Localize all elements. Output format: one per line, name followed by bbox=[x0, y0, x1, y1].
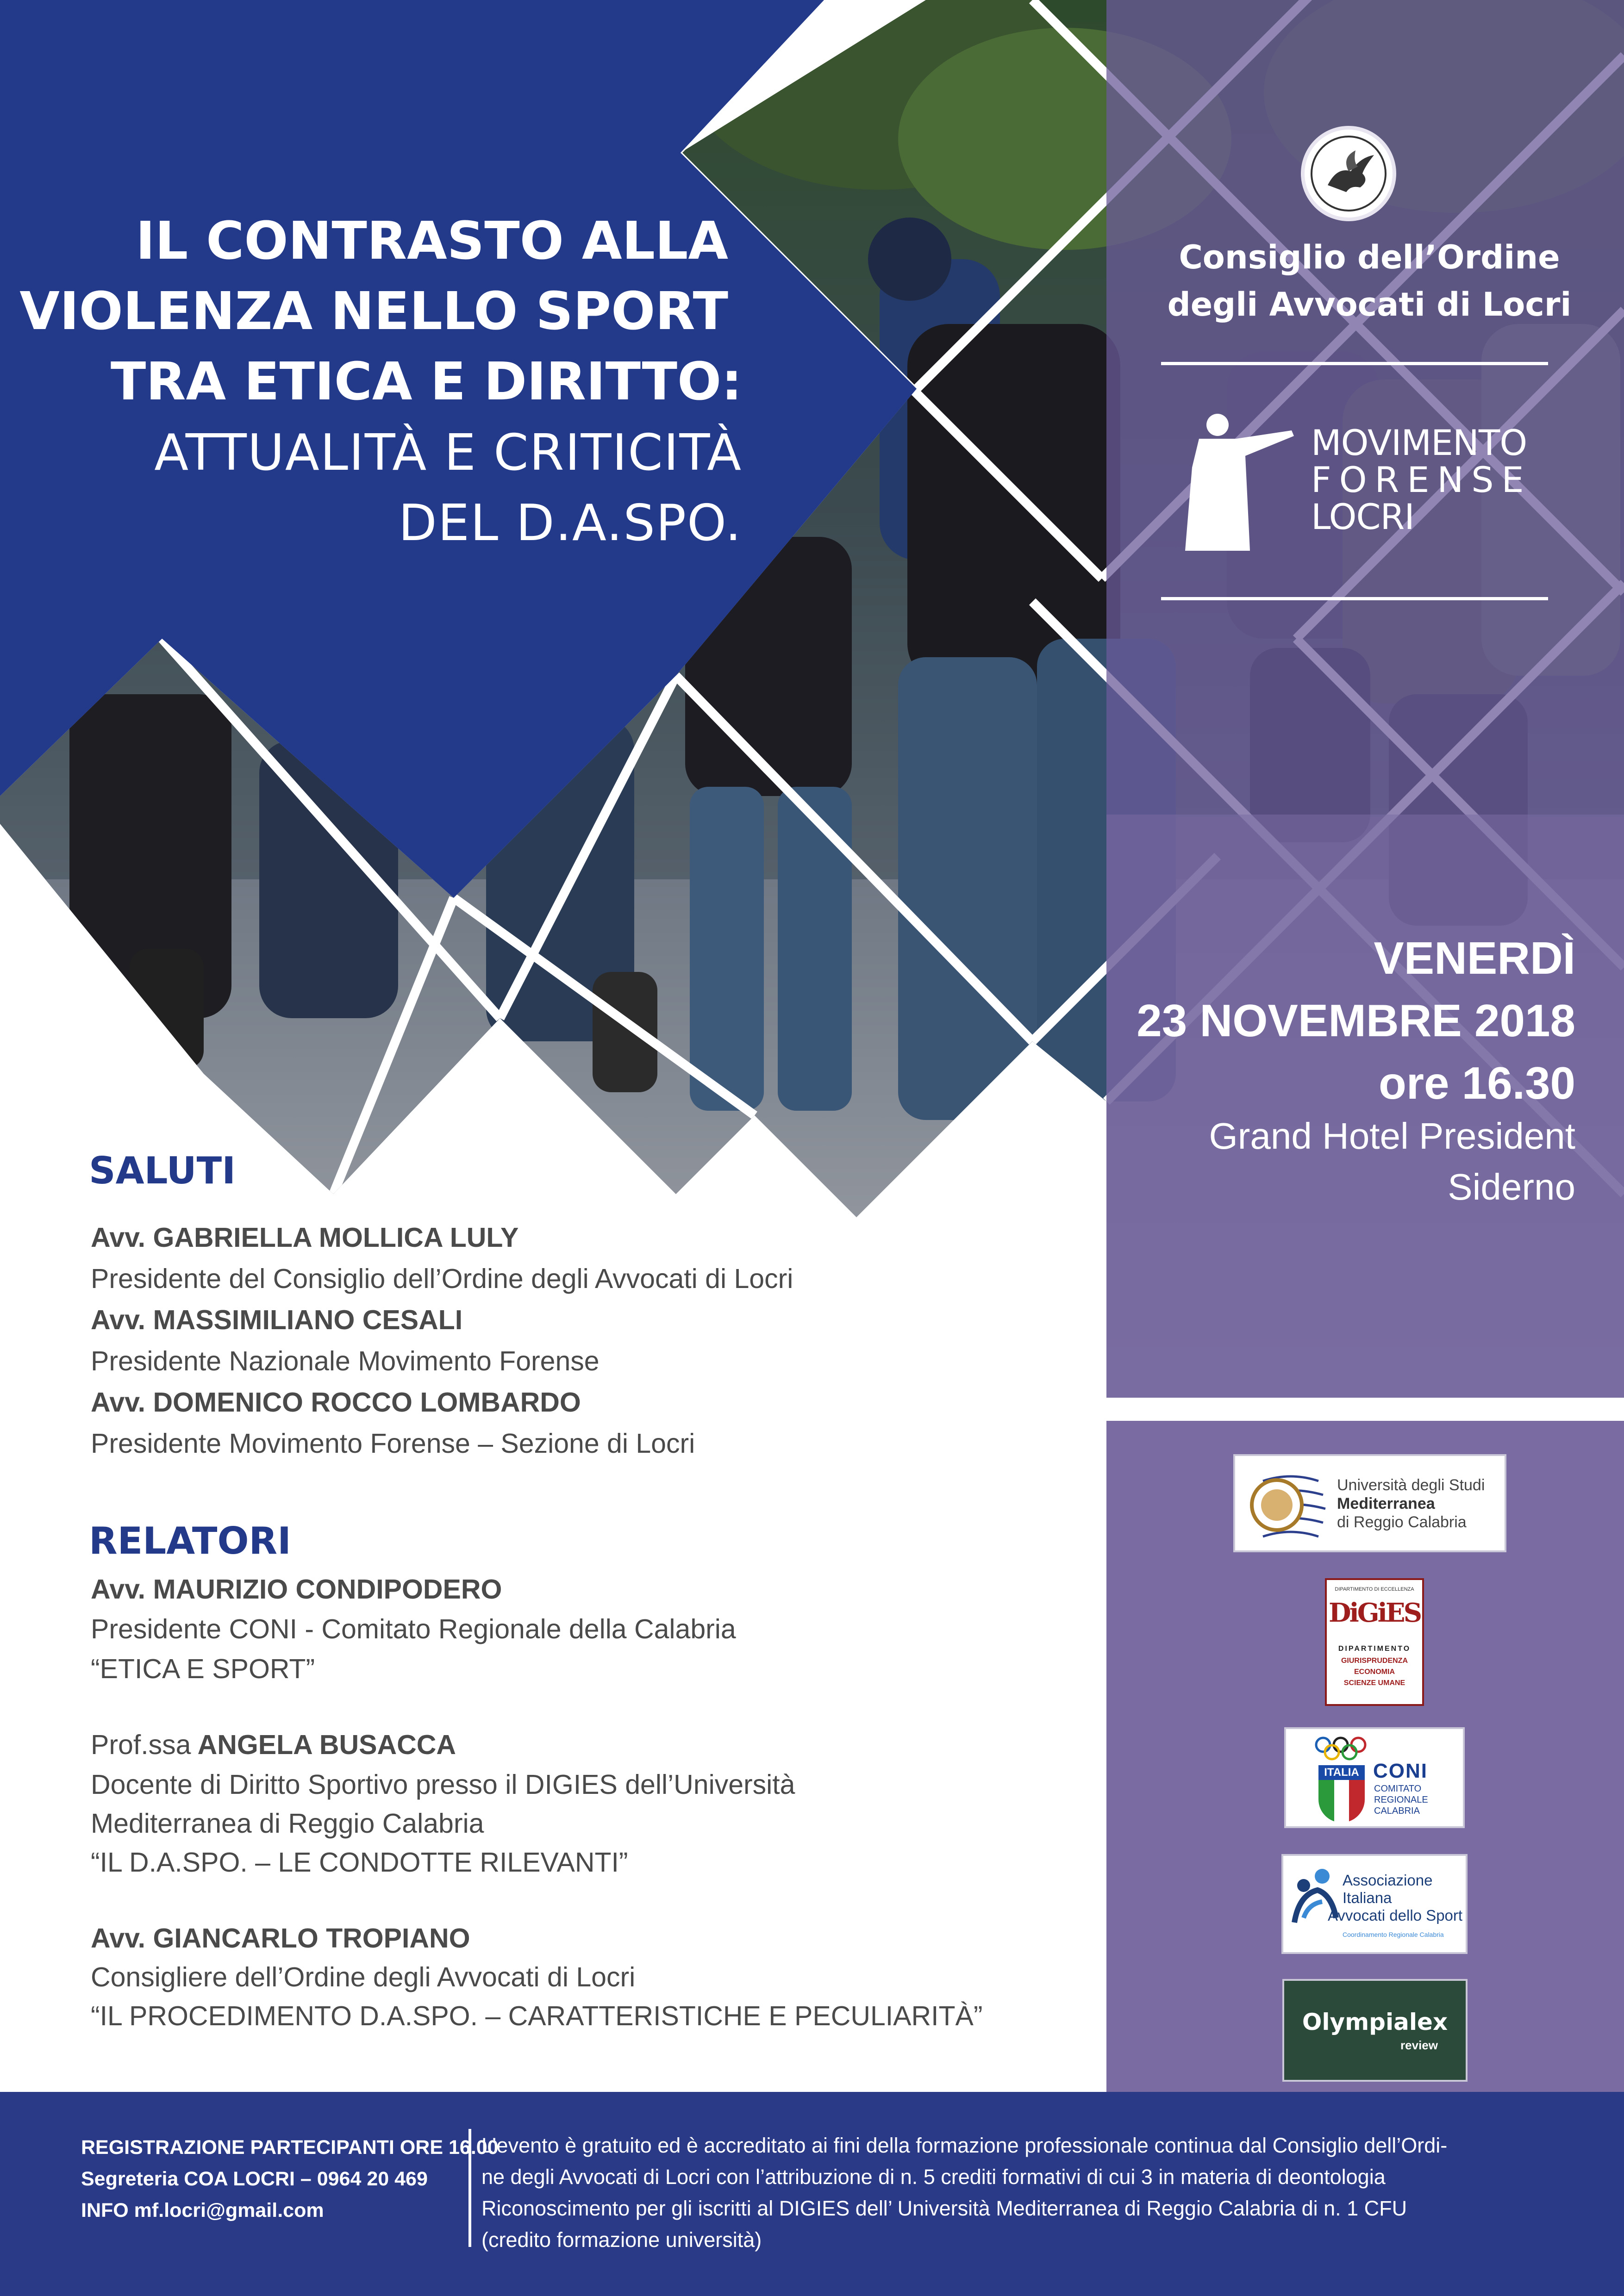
aias-line-1: Associazione bbox=[1343, 1872, 1433, 1889]
saluti-role-3: Presidente Movimento Forense – Sezione di Locri bbox=[91, 1428, 695, 1459]
aias-line-3: Avvocati dello Sport bbox=[1328, 1907, 1463, 1924]
coni-flag-label: ITALIA bbox=[1318, 1765, 1365, 1780]
logo-coni bbox=[1284, 1727, 1465, 1828]
relatore-name-2 bbox=[91, 1725, 456, 1764]
relatore-surname-2: ANGELA BUSACCA bbox=[197, 1730, 456, 1760]
unirc-line-1: Università degli Studi bbox=[1337, 1476, 1485, 1494]
saluti-name-2: Avv. MASSIMILIANO CESALI bbox=[91, 1305, 463, 1335]
organizer-rule-top bbox=[1161, 362, 1548, 365]
relatore-talk-1: “ETICA E SPORT” bbox=[91, 1654, 315, 1684]
coni-line-2: REGIONALE bbox=[1374, 1795, 1428, 1805]
footer-note-2: ne degli Avvocati di Locri con l’attribuzione di n. 5 crediti formativi di cui 3 in materia di deontologia bbox=[481, 2165, 1386, 2189]
pegasus-seal-icon bbox=[1301, 126, 1396, 221]
coni-line-3: CALABRIA bbox=[1374, 1806, 1420, 1816]
event-date: 23 NOVEMBRE 2018 bbox=[1137, 995, 1575, 1046]
logo-aias bbox=[1281, 1854, 1468, 1954]
title-line-1: IL CONTRASTO ALLA bbox=[136, 211, 728, 271]
footer-secretariat: Segreteria COA LOCRI – 0964 20 469 bbox=[81, 2168, 428, 2190]
movement-word-2: FORENSE bbox=[1311, 459, 1532, 500]
relatori-heading: RELATORI bbox=[89, 1519, 291, 1562]
footer-registration: REGISTRAZIONE PARTECIPANTI ORE 16.00 bbox=[81, 2136, 499, 2159]
footer-note-4: (credito formazione università) bbox=[481, 2228, 762, 2252]
title-line-2: VIOLENZA NELLO SPORT bbox=[19, 281, 728, 342]
digies-line-2: GIURISPRUDENZA bbox=[1341, 1657, 1408, 1665]
relatore-role-2b: Mediterranea di Reggio Calabria bbox=[91, 1808, 484, 1839]
relatore-role-2a: Docente di Diritto Sportivo presso il DIGIES dell’Università bbox=[91, 1769, 795, 1800]
saluti-role-1: Presidente del Consiglio dell’Ordine degli Avvocati di Locri bbox=[91, 1263, 793, 1294]
italia-shield-icon bbox=[1318, 1765, 1365, 1823]
title-line-4: ATTUALITÀ E CRITICITÀ bbox=[154, 424, 742, 482]
event-city: Siderno bbox=[1448, 1166, 1575, 1207]
coni-name: CONI bbox=[1373, 1760, 1428, 1782]
relatore-name-3: Avv. GIANCARLO TROPIANO bbox=[91, 1923, 470, 1954]
olympic-rings-icon bbox=[1314, 1735, 1369, 1762]
digies-line-4: SCIENZE UMANE bbox=[1343, 1679, 1405, 1687]
aias-line-4: Coordinamento Regionale Calabria bbox=[1343, 1931, 1444, 1938]
saluti-heading: SALUTI bbox=[89, 1149, 236, 1192]
organizer-line-1: Consiglio dell’Ordine bbox=[1179, 238, 1560, 276]
digies-top: DIPARTIMENTO DI ECCELLENZA bbox=[1335, 1587, 1414, 1592]
saluti-name-1: Avv. GABRIELLA MOLLICA LULY bbox=[91, 1222, 519, 1253]
relatore-talk-2: “IL D.A.SPO. – LE CONDOTTE RILEVANTI” bbox=[91, 1847, 628, 1878]
movement-word-1: MOVIMENTO bbox=[1311, 422, 1527, 463]
relatore-role-3: Consigliere dell’Ordine degli Avvocati di Locri bbox=[91, 1962, 636, 1992]
movement-word-3: LOCRI bbox=[1311, 496, 1414, 537]
orator-silhouette-icon bbox=[1181, 412, 1301, 551]
footer-note-3: Riconoscimento per gli iscritti al DIGIES dell’ Università Mediterranea di Reggio Calabria di n. 1 CFU bbox=[481, 2196, 1407, 2220]
footer-info-email[interactable]: INFO mf.locri@gmail.com bbox=[81, 2199, 324, 2221]
footer-note-1: L’evento è gratuito ed è accreditato ai fini della formazione professionale continua dal Consiglio dell’Ordi- bbox=[481, 2134, 1448, 2157]
digies-mark: DiGiES bbox=[1328, 1598, 1421, 1628]
logo-olympialex bbox=[1282, 1979, 1468, 2082]
logo-unirc bbox=[1233, 1454, 1506, 1552]
coni-line-1: COMITATO bbox=[1374, 1784, 1422, 1794]
logo-digies bbox=[1325, 1578, 1424, 1706]
relatore-talk-3: “IL PROCEDIMENTO D.A.SPO. – CARATTERISTICHE E PECULIARITÀ” bbox=[91, 2001, 983, 2031]
olympialex-name: Olympialex bbox=[1302, 2009, 1448, 2035]
unirc-line-3: di Reggio Calabria bbox=[1337, 1513, 1467, 1531]
title-line-3: TRA ETICA E DIRITTO: bbox=[110, 352, 742, 412]
title-line-5: DEL D.A.SPO. bbox=[398, 494, 742, 552]
relatore-prefix-2: Prof.ssa bbox=[91, 1730, 191, 1760]
organizer-rule-bottom bbox=[1161, 597, 1548, 600]
relatore-role-1: Presidente CONI - Comitato Regionale della Calabria bbox=[91, 1614, 736, 1644]
saluti-name-3: Avv. DOMENICO ROCCO LOMBARDO bbox=[91, 1387, 581, 1418]
event-time: ore 16.30 bbox=[1379, 1058, 1575, 1108]
digies-line-1: DIPARTIMENTO bbox=[1338, 1645, 1411, 1653]
unirc-line-2: Mediterranea bbox=[1337, 1495, 1435, 1512]
organizer-line-2: degli Avvocati di Locri bbox=[1167, 286, 1572, 324]
olympialex-sub: review bbox=[1400, 2038, 1438, 2052]
event-venue: Grand Hotel President bbox=[1209, 1115, 1575, 1157]
unirc-seal-icon bbox=[1244, 1462, 1337, 1546]
relatore-name-1: Avv. MAURIZIO CONDIPODERO bbox=[91, 1574, 502, 1605]
aias-line-2: Italiana bbox=[1343, 1889, 1392, 1906]
digies-line-3: ECONOMIA bbox=[1354, 1668, 1395, 1676]
saluti-role-2: Presidente Nazionale Movimento Forense bbox=[91, 1346, 600, 1376]
event-day: VENERDÌ bbox=[1374, 933, 1575, 983]
